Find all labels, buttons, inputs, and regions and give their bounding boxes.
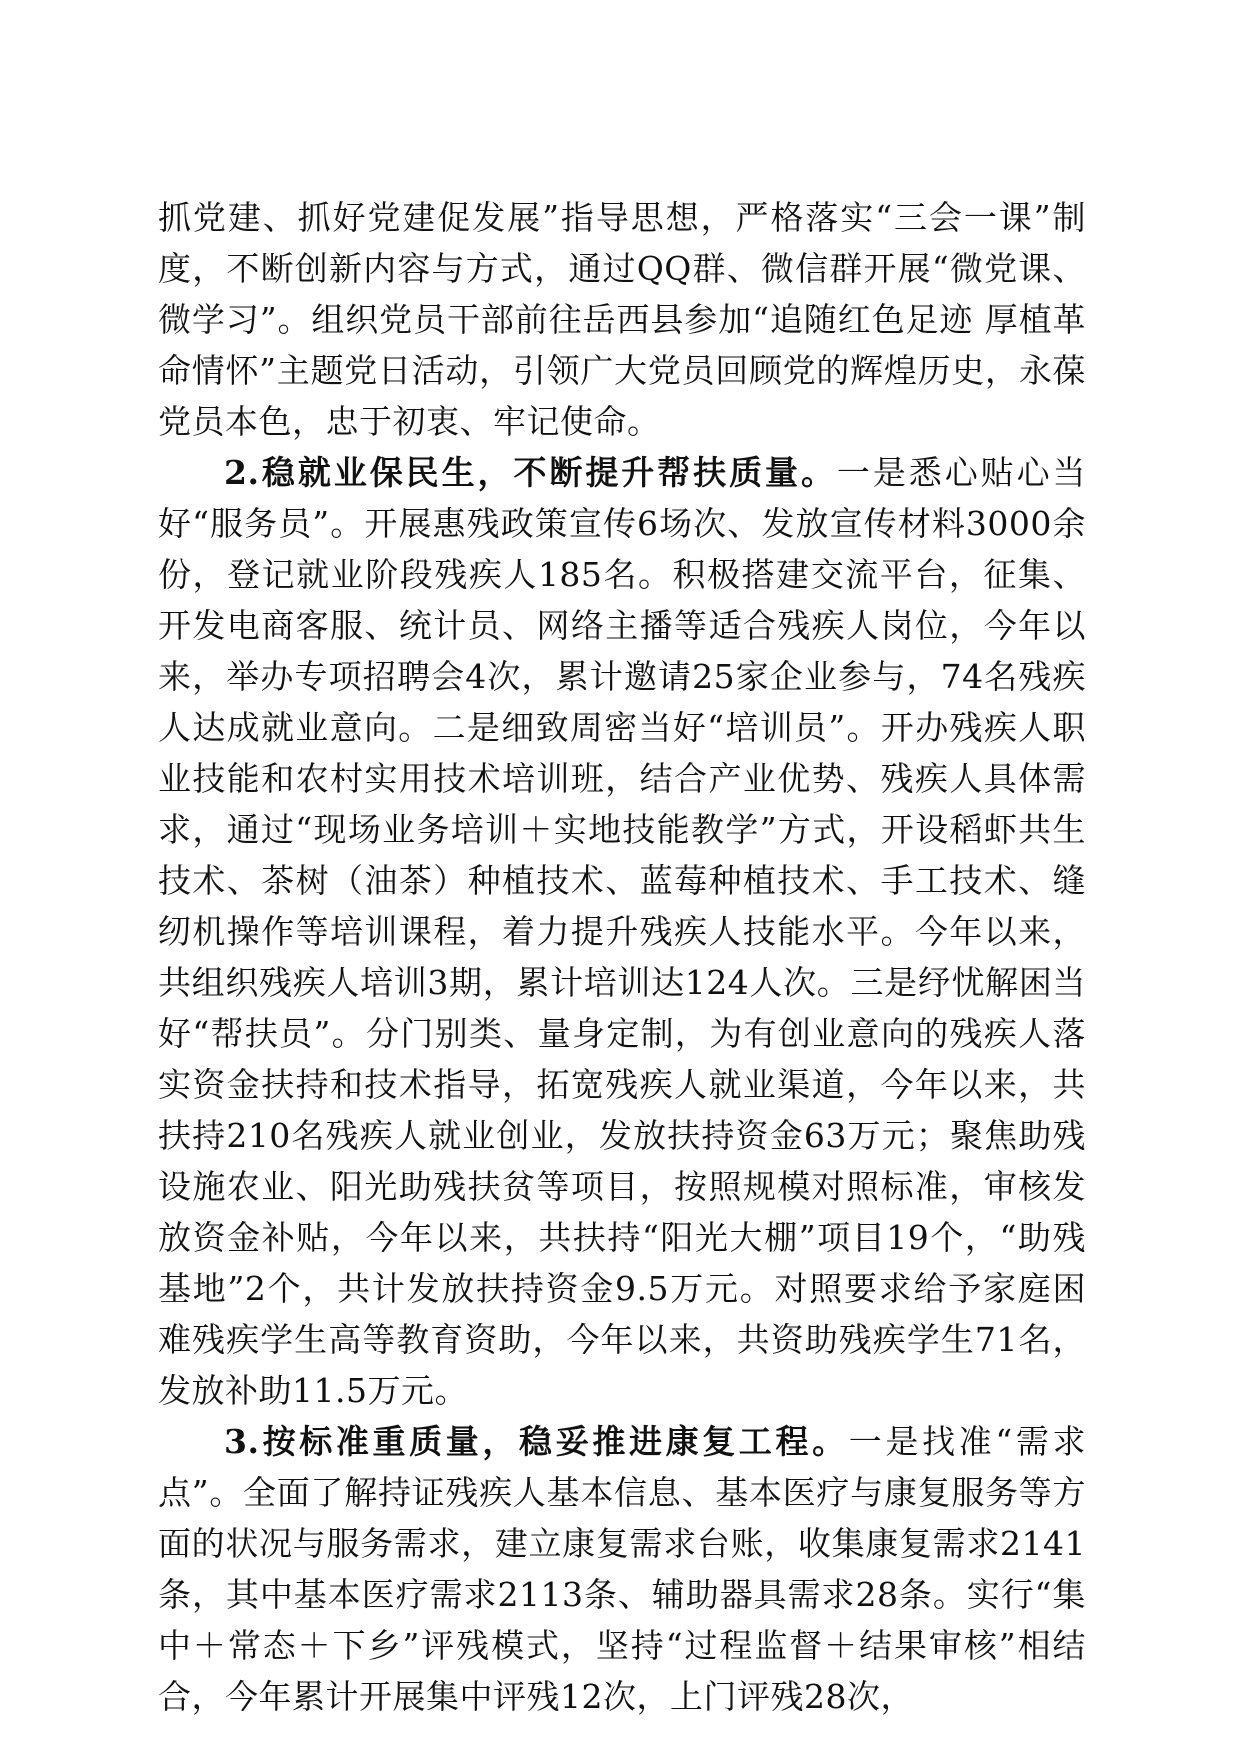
section-heading-rehabilitation: 3.按标准重质量，稳妥推进康复工程。	[224, 1422, 849, 1461]
paragraph-employment	[158, 447, 1086, 1416]
paragraph-rehabilitation	[158, 1416, 1086, 1722]
document-page	[158, 192, 1086, 1722]
paragraph-text: 抓党建、抓好党建促发展”指导思想，严格落实“三会一课”制度，不断创新内容与方式，通过QQ群、微信群开展“微党课、微学习”。组织党员干部前往岳西县参加“追随红色足迹 厚植革命情怀”主题党日活动，引领广大党员回顾党的辉煌历史，永葆党员本色，忠于初衷、牢记使命。	[158, 198, 1086, 441]
section-heading-employment: 2.稳就业保民生，不断提升帮扶质量。	[224, 453, 837, 492]
paragraph-text: 一是悉心贴心当好“服务员”。开展惠残政策宣传6场次、发放宣传材料3000余份，登记就业阶段残疾人185名。积极搭建交流平台，征集、开发电商客服、统计员、网络主播等适合残疾人岗位，今年以来，举办专项招聘会4次，累计邀请25家企业参与，74名残疾人达成就业意向。二是细致周密当好“培训员”。开办残疾人职业技能和农村实用技术培训班，结合产业优势、残疾人具体需求，通过“现场业务培训＋实地技能教学”方式，开设稻虾共生技术、茶树（油茶）种植技术、蓝莓种植技术、手工技术、缝纫机操作等培训课程，着力提升残疾人技能水平。今年以来，共组织残疾人培训3期，累计培训达124人次。三是纾忧解困当好“帮扶员”。分门别类、量身定制，为有创业意向的残疾人落实资金扶持和技术指导，拓宽残疾人就业渠道，今年以来，共扶持210名残疾人就业创业，发放扶持资金63万元；聚焦助残设施农业、阳光助残扶贫等项目，按照规模对照标准，审核发放资金补贴，今年以来，共扶持“阳光大棚”项目19个，“助残基地”2个，共计发放扶持资金9.5万元。对照要求给予家庭困难残疾学生高等教育资助，今年以来，共资助残疾学生71名，发放补助11.5万元。	[158, 453, 1087, 1410]
paragraph-text: 一是找准“需求点”。全面了解持证残疾人基本信息、基本医疗与康复服务等方面的状况与服务需求，建立康复需求台账，收集康复需求2141条，其中基本医疗需求2113条、辅助器具需求28条。实行“集中＋常态＋下乡”评残模式，坚持“过程监督＋结果审核”相结合，今年累计开展集中评残12次，上门评残28次，	[158, 1422, 1086, 1716]
paragraph-party-building	[158, 192, 1086, 447]
